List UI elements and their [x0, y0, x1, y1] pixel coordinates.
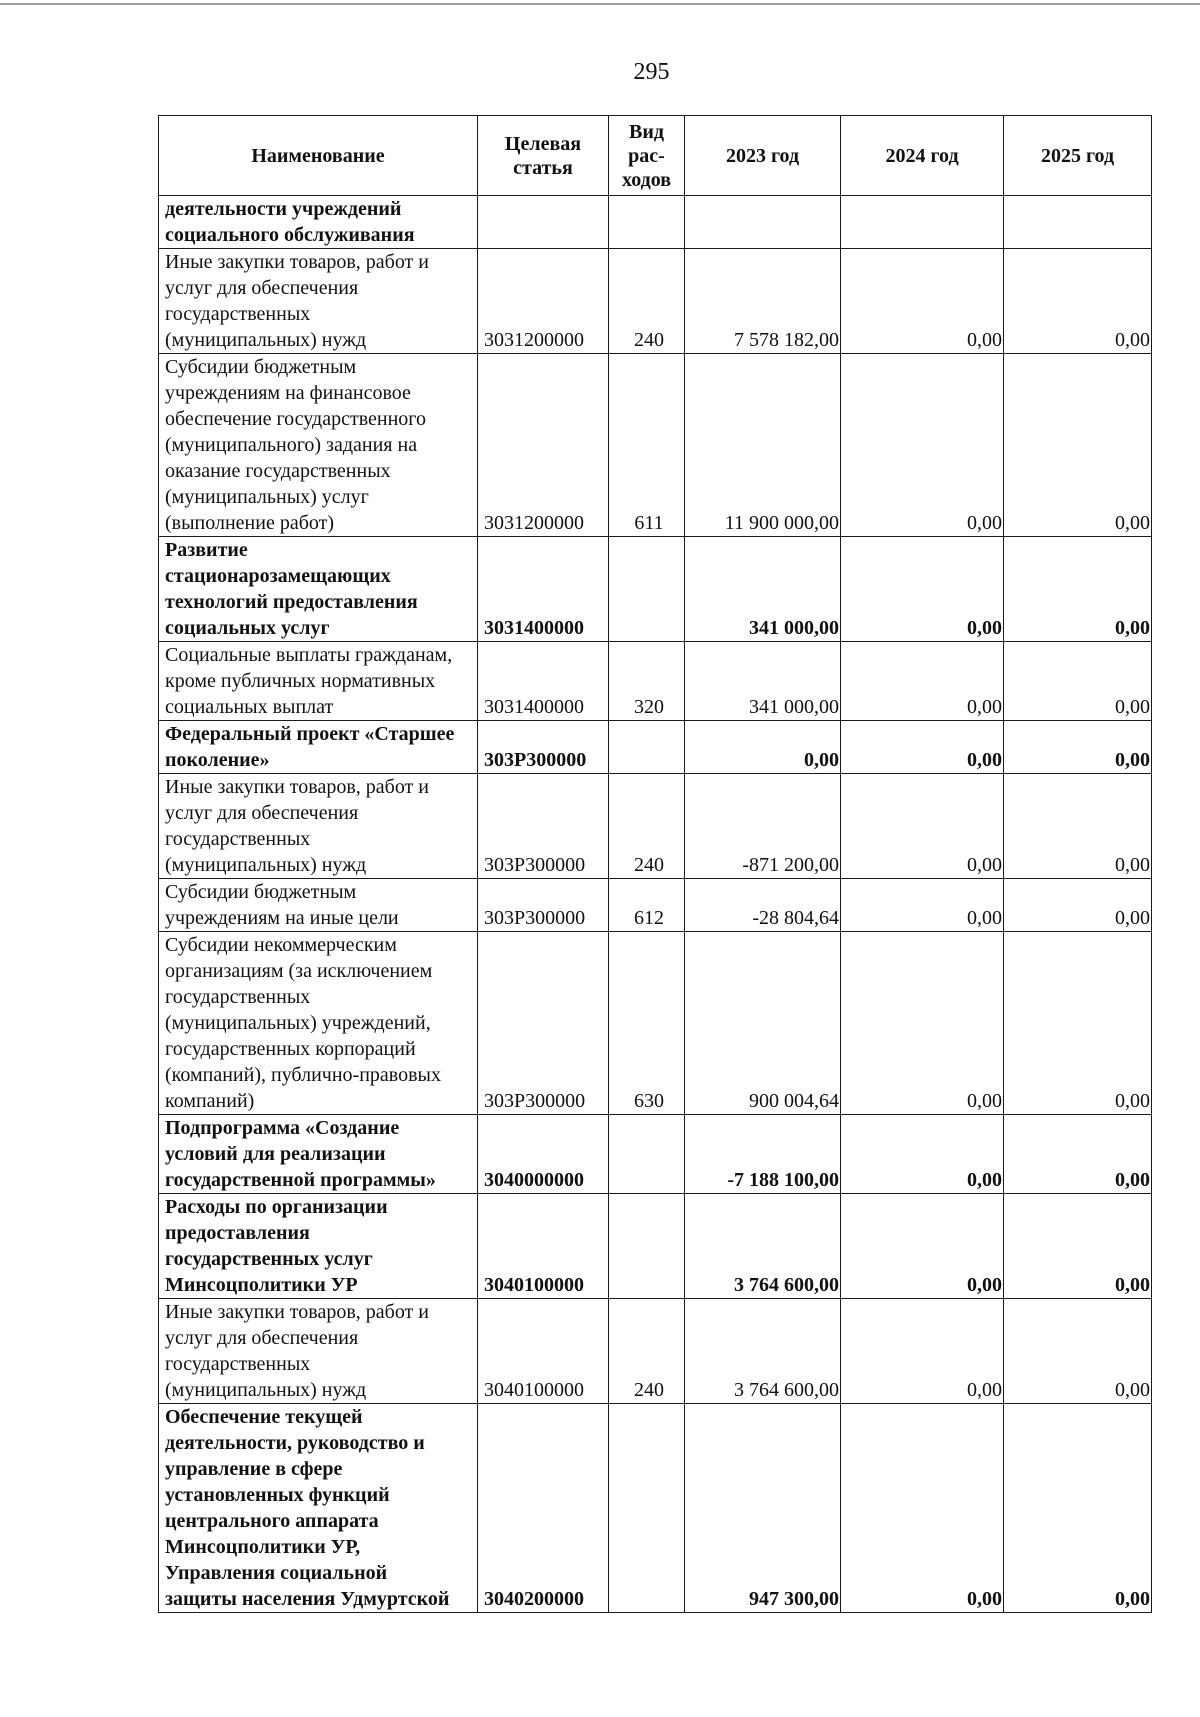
row-amount-2025-cell: 0,00: [1004, 932, 1152, 1115]
row-name-line: (муниципального) задания на: [165, 434, 418, 456]
header-target-line-2: статья: [513, 156, 573, 179]
row-name-line: государственных услуг: [165, 1248, 373, 1270]
row-amount-2024-cell: 0,00: [841, 932, 1004, 1115]
row-target-article-cell: 303P300000: [478, 721, 609, 774]
row-name-line: кроме публичных нормативных: [165, 670, 436, 692]
row-name-cell: [159, 537, 478, 642]
row-name-cell: [159, 774, 478, 879]
row-name-line: (муниципальных) учреждений,: [165, 1012, 431, 1034]
row-name-line: компаний): [165, 1090, 255, 1112]
row-target-article-cell: 3031200000: [478, 354, 609, 537]
table-row: [159, 1404, 1152, 1613]
row-name-line: (компаний), публично-правовых: [165, 1064, 441, 1086]
header-target-article: [478, 116, 609, 196]
row-amount-2024-cell: 0,00: [841, 879, 1004, 932]
row-name-line: Иные закупки товаров, работ и: [165, 251, 430, 273]
row-amount-2025-cell: 0,00: [1004, 774, 1152, 879]
header-year-2023: [685, 116, 841, 196]
row-amount-2025-cell: 0,00: [1004, 1299, 1152, 1404]
row-name-line: (муниципальных) нужд: [165, 1379, 367, 1401]
row-amount-2023-cell: 947 300,00: [685, 1404, 841, 1613]
row-expense-type-cell: 612: [609, 879, 685, 932]
row-name-cell: [159, 1115, 478, 1194]
table-row: [159, 537, 1152, 642]
row-amount-2024-cell: 0,00: [841, 774, 1004, 879]
header-year-2025-label: 2025 год: [1040, 144, 1115, 167]
row-name-line: деятельности, руководство и: [165, 1432, 425, 1454]
header-expense-type: [609, 116, 685, 196]
row-expense-type-cell: [609, 1194, 685, 1299]
header-kind-line-1: Вид: [629, 120, 664, 143]
row-amount-2024-cell: 0,00: [841, 1299, 1004, 1404]
row-amount-2025-cell: 0,00: [1004, 1194, 1152, 1299]
row-expense-type-cell: [609, 1115, 685, 1194]
row-name-cell: [159, 721, 478, 774]
row-amount-2023-cell: 341 000,00: [685, 642, 841, 721]
row-target-article-cell: 3031200000: [478, 249, 609, 354]
row-target-article-cell: 303P300000: [478, 774, 609, 879]
table-row: [159, 774, 1152, 879]
row-amount-2023-cell: 900 004,64: [685, 932, 841, 1115]
row-name-line: Федеральный проект «Старшее: [165, 723, 455, 745]
row-name-line: государственных: [165, 828, 311, 850]
table-row: [159, 1115, 1152, 1194]
row-name-line: услуг для обеспечения: [165, 277, 359, 299]
row-name-line: услуг для обеспечения: [165, 1327, 359, 1349]
row-target-article-cell: 3040100000: [478, 1299, 609, 1404]
row-name-line: (муниципальных) нужд: [165, 854, 367, 876]
row-name-line: государственных: [165, 986, 311, 1008]
row-amount-2024-cell: 0,00: [841, 249, 1004, 354]
row-name-line: социального обслуживания: [165, 224, 415, 246]
row-name-line: государственных: [165, 1353, 311, 1375]
table-row: [159, 1299, 1152, 1404]
row-amount-2024-cell: 0,00: [841, 721, 1004, 774]
row-amount-2024-cell: 0,00: [841, 1194, 1004, 1299]
row-name-line: центрального аппарата: [165, 1510, 379, 1532]
row-name-line: Расходы по организации: [165, 1196, 388, 1218]
row-name-cell: [159, 879, 478, 932]
table-row: [159, 354, 1152, 537]
header-name-label: Наименование: [251, 144, 385, 167]
row-name-line: деятельности учреждений: [165, 198, 402, 220]
row-name-line: Обеспечение текущей: [165, 1406, 363, 1428]
row-amount-2024-cell: [841, 196, 1004, 249]
header-year-2025: [1004, 116, 1152, 196]
row-name-line: государственной программы»: [165, 1169, 436, 1191]
row-target-article-cell: 3040000000: [478, 1115, 609, 1194]
header-year-2023-label: 2023 год: [725, 144, 800, 167]
row-name-line: технологий предоставления: [165, 591, 418, 613]
row-amount-2025-cell: [1004, 196, 1152, 249]
row-name-cell: [159, 354, 478, 537]
row-name-line: Управления социальной: [165, 1562, 388, 1584]
row-target-article-cell: 303P300000: [478, 932, 609, 1115]
row-amount-2025-cell: 0,00: [1004, 354, 1152, 537]
row-amount-2023-cell: -28 804,64: [685, 879, 841, 932]
row-target-article-cell: 3040200000: [478, 1404, 609, 1613]
row-name-line: условий для реализации: [165, 1143, 386, 1165]
page-number: 295: [633, 59, 670, 85]
row-amount-2023-cell: [685, 196, 841, 249]
header-kind-line-3: ходов: [621, 168, 672, 191]
row-amount-2025-cell: 0,00: [1004, 642, 1152, 721]
row-amount-2024-cell: 0,00: [841, 537, 1004, 642]
row-name-line: учреждениям на финансовое: [165, 382, 411, 404]
row-name-line: Иные закупки товаров, работ и: [165, 1301, 430, 1323]
row-name-cell: [159, 1194, 478, 1299]
row-amount-2023-cell: 3 764 600,00: [685, 1299, 841, 1404]
budget-table: [158, 115, 1152, 1613]
row-name-line: Субсидии бюджетным: [165, 356, 357, 378]
table-row: [159, 642, 1152, 721]
row-amount-2025-cell: 0,00: [1004, 879, 1152, 932]
row-name-line: государственных: [165, 303, 311, 325]
row-name-line: учреждениям на иные цели: [165, 907, 399, 929]
row-name-line: Субсидии бюджетным: [165, 881, 357, 903]
row-amount-2023-cell: 0,00: [685, 721, 841, 774]
row-name-line: предоставления: [165, 1222, 310, 1244]
row-name-line: организациям (за исключением: [165, 960, 433, 982]
row-target-article-cell: 3040100000: [478, 1194, 609, 1299]
row-name-line: социальных услуг: [165, 617, 330, 639]
table-row: [159, 196, 1152, 249]
row-expense-type-cell: [609, 196, 685, 249]
header-target-line-1: Целевая: [504, 132, 582, 155]
table-row: [159, 932, 1152, 1115]
row-name-line: Развитие: [165, 539, 248, 561]
row-name-cell: [159, 1299, 478, 1404]
row-expense-type-cell: 320: [609, 642, 685, 721]
row-name-line: (муниципальных) услуг: [165, 486, 369, 508]
scan-top-edge: [0, 3, 1200, 5]
row-amount-2024-cell: 0,00: [841, 1115, 1004, 1194]
row-amount-2024-cell: 0,00: [841, 642, 1004, 721]
header-name: [159, 116, 478, 196]
row-name-line: обеспечение государственного: [165, 408, 427, 430]
row-name-line: защиты населения Удмуртской: [165, 1588, 450, 1610]
header-year-2024-label: 2024 год: [885, 144, 959, 167]
row-amount-2023-cell: -7 188 100,00: [685, 1115, 841, 1194]
row-name-line: Иные закупки товаров, работ и: [165, 776, 430, 798]
row-name-line: Подпрограмма «Создание: [165, 1117, 400, 1139]
row-expense-type-cell: 240: [609, 774, 685, 879]
table-row: [159, 721, 1152, 774]
table-row: [159, 879, 1152, 932]
row-expense-type-cell: 611: [609, 354, 685, 537]
row-name-line: Минсоцполитики УР,: [165, 1536, 361, 1558]
table-body: [159, 196, 1152, 1613]
row-name-line: (муниципальных) нужд: [165, 329, 367, 351]
row-amount-2024-cell: 0,00: [841, 1404, 1004, 1613]
row-name-cell: [159, 196, 478, 249]
row-name-line: управление в сфере: [165, 1458, 343, 1480]
row-amount-2024-cell: 0,00: [841, 354, 1004, 537]
row-name-line: государственных корпораций: [165, 1038, 416, 1060]
row-name-line: (выполнение работ): [165, 512, 335, 534]
table-header: [159, 116, 1152, 196]
row-name-cell: [159, 642, 478, 721]
header-row: [159, 116, 1152, 196]
row-name-cell: [159, 932, 478, 1115]
row-amount-2023-cell: 11 900 000,00: [685, 354, 841, 537]
row-amount-2023-cell: 7 578 182,00: [685, 249, 841, 354]
row-name-line: социальных выплат: [165, 696, 334, 718]
row-expense-type-cell: [609, 537, 685, 642]
header-kind-line-2: рас-: [628, 144, 665, 167]
row-amount-2025-cell: 0,00: [1004, 721, 1152, 774]
row-target-article-cell: [478, 196, 609, 249]
row-amount-2023-cell: -871 200,00: [685, 774, 841, 879]
row-name-cell: [159, 249, 478, 354]
row-target-article-cell: 3031400000: [478, 642, 609, 721]
row-amount-2025-cell: 0,00: [1004, 537, 1152, 642]
row-expense-type-cell: 630: [609, 932, 685, 1115]
row-expense-type-cell: [609, 721, 685, 774]
row-expense-type-cell: 240: [609, 1299, 685, 1404]
row-amount-2025-cell: 0,00: [1004, 1404, 1152, 1613]
row-amount-2023-cell: 3 764 600,00: [685, 1194, 841, 1299]
header-year-2024: [841, 116, 1004, 196]
row-amount-2023-cell: 341 000,00: [685, 537, 841, 642]
row-name-line: установленных функций: [165, 1484, 390, 1506]
row-name-cell: [159, 1404, 478, 1613]
row-amount-2025-cell: 0,00: [1004, 249, 1152, 354]
row-target-article-cell: 3031400000: [478, 537, 609, 642]
row-name-line: стационарозамещающих: [165, 565, 391, 587]
row-name-line: Минсоцполитики УР: [165, 1274, 358, 1296]
table-row: [159, 1194, 1152, 1299]
row-expense-type-cell: 240: [609, 249, 685, 354]
row-name-line: Субсидии некоммерческим: [165, 934, 397, 956]
row-name-line: услуг для обеспечения: [165, 802, 359, 824]
row-amount-2025-cell: 0,00: [1004, 1115, 1152, 1194]
row-name-line: Социальные выплаты гражданам,: [165, 644, 453, 666]
row-expense-type-cell: [609, 1404, 685, 1613]
table-row: [159, 249, 1152, 354]
row-target-article-cell: 303P300000: [478, 879, 609, 932]
row-name-line: поколение»: [165, 749, 270, 771]
row-name-line: оказание государственных: [165, 460, 391, 482]
